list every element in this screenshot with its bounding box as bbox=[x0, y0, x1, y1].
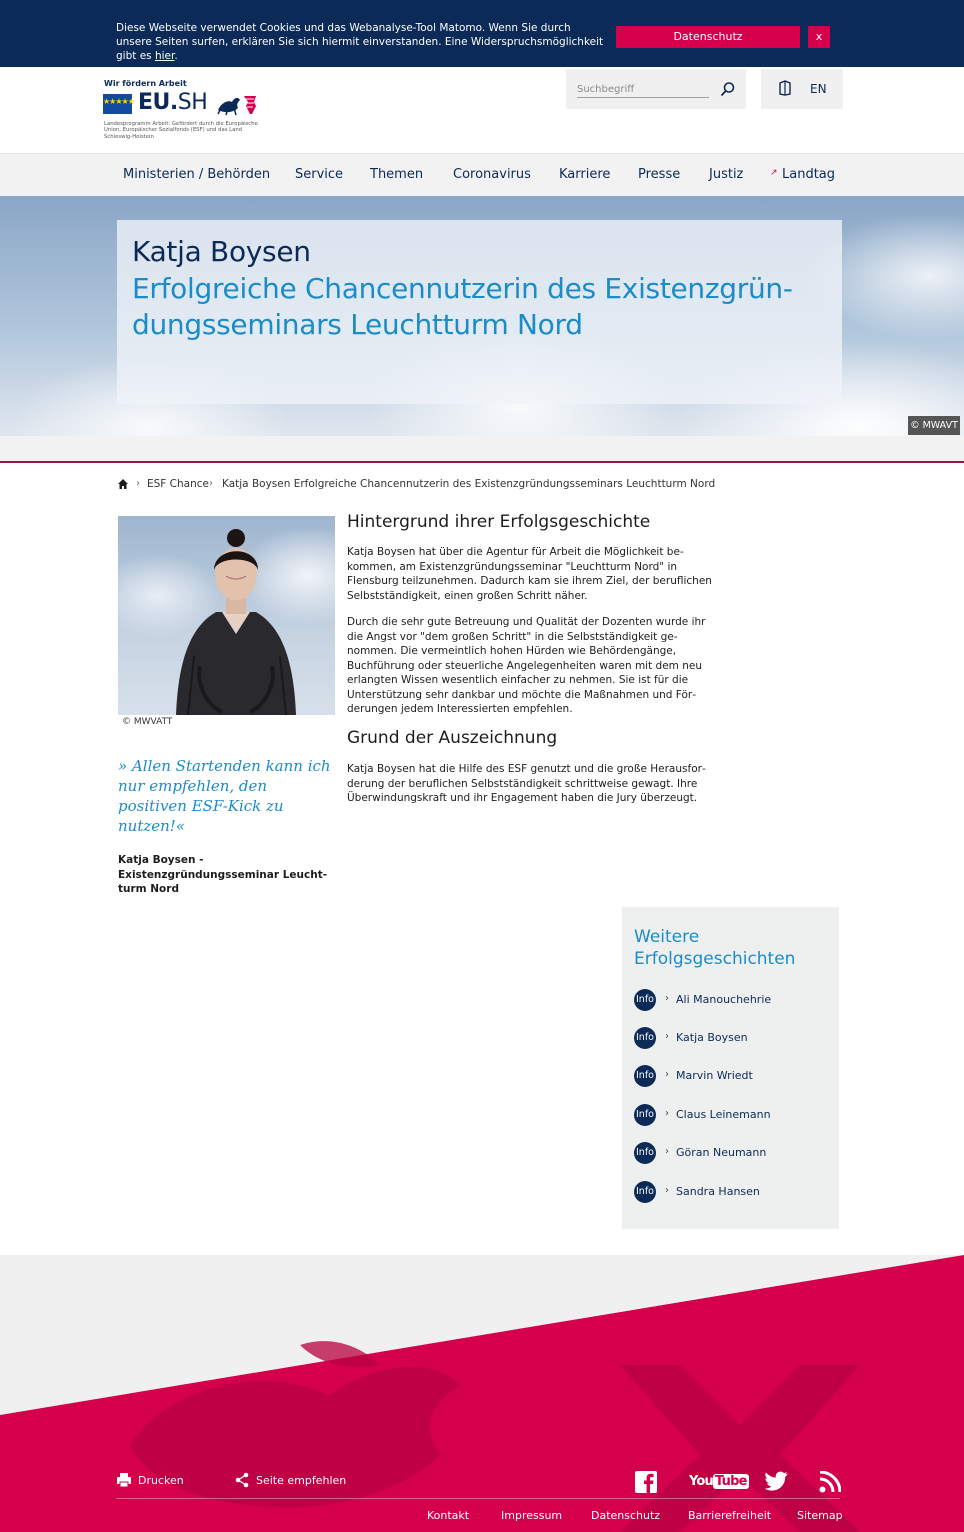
nav-item-landtag[interactable]: Landtag bbox=[782, 167, 836, 182]
language-icon[interactable] bbox=[777, 80, 793, 96]
story-link-katja-boysen[interactable] bbox=[634, 1027, 829, 1049]
story-link-ali-manouchehrie[interactable] bbox=[634, 989, 829, 1011]
section-title-award: Grund der Auszeichnung bbox=[347, 728, 558, 748]
section-paragraph: Durch die sehr gute Betreuung und Qualität der Dozenten wurde ihr die Angst vor "dem großen Schritt" in die Selbstständigkeit genommen. Die vermeintlich hohen Hürden wie Behördengänge, Buchführung oder steuerliche Angelegenheiten waren mit dem neu erlangten Wissen wesentlich einfacher zu nehmen. Sie ist für die Unterstützung sehr dankbar und möchte die Maßnahmen und Förderungen jedem Interessierten empfehlen. bbox=[347, 616, 706, 715]
hero-banner bbox=[0, 196, 964, 436]
story-link-label: Göran Neumann bbox=[676, 1146, 767, 1159]
chevron-right-icon: › bbox=[665, 993, 669, 1004]
info-icon: Info bbox=[634, 1142, 656, 1164]
eu-flag-icon: ★★★★★ bbox=[103, 94, 132, 114]
share-button[interactable] bbox=[234, 1472, 347, 1488]
cookie-banner bbox=[0, 0, 964, 67]
chevron-right-icon: › bbox=[665, 1031, 669, 1042]
testimonial-quote: » Allen Startenden kann ich nur empfehlen, den positiven ESF-Kick zu nutzen!« bbox=[118, 757, 331, 835]
more-stories-title: Weitere Erfolgsgeschichten bbox=[634, 927, 796, 969]
rss-icon[interactable] bbox=[819, 1471, 841, 1493]
hero-strip bbox=[0, 436, 964, 461]
info-icon: Info bbox=[634, 1065, 656, 1087]
story-link-claus-leinemann[interactable] bbox=[634, 1104, 829, 1126]
chevron-right-icon: › bbox=[665, 1108, 669, 1119]
footer-divider bbox=[116, 1498, 840, 1499]
print-label: Drucken bbox=[138, 1474, 184, 1487]
story-link-label: Claus Leinemann bbox=[676, 1108, 771, 1121]
info-icon: Info bbox=[634, 1181, 656, 1203]
footer-link-barrierefreiheit[interactable]: Barrierefreiheit bbox=[688, 1509, 772, 1522]
logo-subtitle: Landesprogramm Arbeit: Gefördert durch die Europäische Union, Europäischer Sozialfonds (ESF) und das Land Schleswig-Holstein bbox=[104, 121, 258, 140]
portrait-figure bbox=[118, 516, 335, 715]
story-link-sandra-hansen[interactable] bbox=[634, 1181, 829, 1203]
nav-item-themen[interactable]: Themen bbox=[370, 167, 424, 182]
story-link-marvin-wriedt[interactable] bbox=[634, 1065, 829, 1087]
print-button[interactable] bbox=[116, 1472, 184, 1488]
logo-tagline: Wir fördern Arbeit bbox=[104, 79, 187, 88]
info-icon: Info bbox=[634, 989, 656, 1011]
story-link-goeran-neumann[interactable] bbox=[634, 1142, 829, 1164]
printer-icon bbox=[116, 1472, 132, 1488]
chevron-right-icon: › bbox=[665, 1146, 669, 1157]
story-link-label: Katja Boysen bbox=[676, 1031, 748, 1044]
home-icon[interactable] bbox=[117, 478, 129, 490]
nav-item-service[interactable]: Service bbox=[295, 167, 344, 182]
twitter-icon[interactable] bbox=[765, 1471, 789, 1493]
footer-link-datenschutz[interactable]: Datenschutz bbox=[591, 1509, 661, 1522]
chevron-right-icon: › bbox=[136, 478, 140, 489]
footer-link-sitemap[interactable]: Sitemap bbox=[797, 1509, 843, 1522]
section-paragraph: Katja Boysen hat die Hilfe des ESF genutzt und die große Herausforderung der beruflichen Selbstständigkeit schrittweise gewagt. Ihre Überwindungskraft und ihr Engagement haben die Jury überzeugt. bbox=[347, 763, 706, 804]
story-link-label: Marvin Wriedt bbox=[676, 1069, 753, 1082]
language-box bbox=[761, 69, 843, 109]
external-link-icon: ↗ bbox=[770, 168, 778, 178]
nav-item-coronavirus[interactable]: Coronavirus bbox=[453, 167, 531, 182]
footer bbox=[0, 1255, 964, 1532]
language-switch-en[interactable]: EN bbox=[810, 82, 827, 96]
story-link-label: Sandra Hansen bbox=[676, 1185, 760, 1198]
nav-item-presse[interactable]: Presse bbox=[638, 167, 681, 182]
portrait-credit: © MWVATT bbox=[122, 717, 173, 727]
hero-title: Erfolgreiche Chancennutzerin des Existenzgründungsseminars Leuchtturm Nord bbox=[132, 272, 793, 341]
youtube-icon[interactable]: You Tube bbox=[689, 1474, 747, 1489]
chevron-right-icon: › bbox=[665, 1185, 669, 1196]
hero-panel bbox=[117, 220, 842, 404]
portrait-image bbox=[118, 516, 335, 715]
section-paragraph: Katja Boysen hat über die Agentur für Arbeit die Möglichkeit bekommen, am Existenzgründungsseminar "Leuchtturm Nord" in Flensburg teilzunehmen. Dadurch kam sie ihrem Ziel, der beruflichen Selbstständigkeit, einen großen Schritt näher. bbox=[347, 546, 712, 602]
section-title-background: Hintergrund ihrer Erfolgsgeschichte bbox=[347, 512, 651, 532]
facebook-icon[interactable] bbox=[635, 1471, 657, 1493]
cookie-close-button[interactable]: x bbox=[808, 26, 830, 48]
quote-author: Katja Boysen - Existenzgründungsseminar Leuchtturm Nord bbox=[118, 854, 328, 895]
story-link-label: Ali Manouchehrie bbox=[676, 993, 772, 1006]
more-stories-box bbox=[622, 907, 839, 1229]
hero-image-credit: © MWAVT bbox=[908, 416, 960, 435]
search-box bbox=[566, 69, 746, 109]
nav-item-justiz[interactable]: Justiz bbox=[709, 167, 744, 182]
search-icon[interactable] bbox=[720, 81, 736, 97]
sh-lion-icon bbox=[216, 92, 260, 116]
footer-link-kontakt[interactable]: Kontakt bbox=[427, 1509, 470, 1522]
info-icon: Info bbox=[634, 1027, 656, 1049]
breadcrumb-current: Katja Boysen Erfolgreiche Chancennutzerin des Existenzgründungsseminars Leuchtturm Nord bbox=[222, 478, 716, 490]
share-icon bbox=[234, 1472, 250, 1488]
breadcrumb-esf-chance[interactable]: ESF Chance bbox=[147, 478, 209, 490]
share-label: Seite empfehlen bbox=[256, 1474, 347, 1487]
hero-divider bbox=[0, 461, 964, 463]
logo-wordmark: EU.SH bbox=[138, 90, 208, 115]
cookie-privacy-link[interactable]: hier bbox=[154, 50, 175, 62]
cookie-text: Diese Webseite verwendet Cookies und das Webanalyse-Tool Matomo. Wenn Sie durch unsere Seiten surfen, erklären Sie sich hiermit einverstanden. Eine Widerspruchsmöglichkeit gibt es hier. bbox=[116, 22, 604, 62]
search-input[interactable] bbox=[577, 82, 709, 98]
info-icon: Info bbox=[634, 1104, 656, 1126]
nav-item-ministerien[interactable]: Ministerien / Behörden bbox=[123, 167, 271, 182]
chevron-right-icon: › bbox=[665, 1069, 669, 1080]
nav-item-karriere[interactable]: Karriere bbox=[559, 167, 611, 182]
hero-name: Katja Boysen bbox=[132, 235, 311, 268]
main-navigation bbox=[0, 153, 964, 196]
footer-link-impressum[interactable]: Impressum bbox=[501, 1509, 563, 1522]
chevron-right-icon: › bbox=[209, 478, 213, 489]
cookie-privacy-button[interactable]: Datenschutz bbox=[616, 26, 800, 48]
